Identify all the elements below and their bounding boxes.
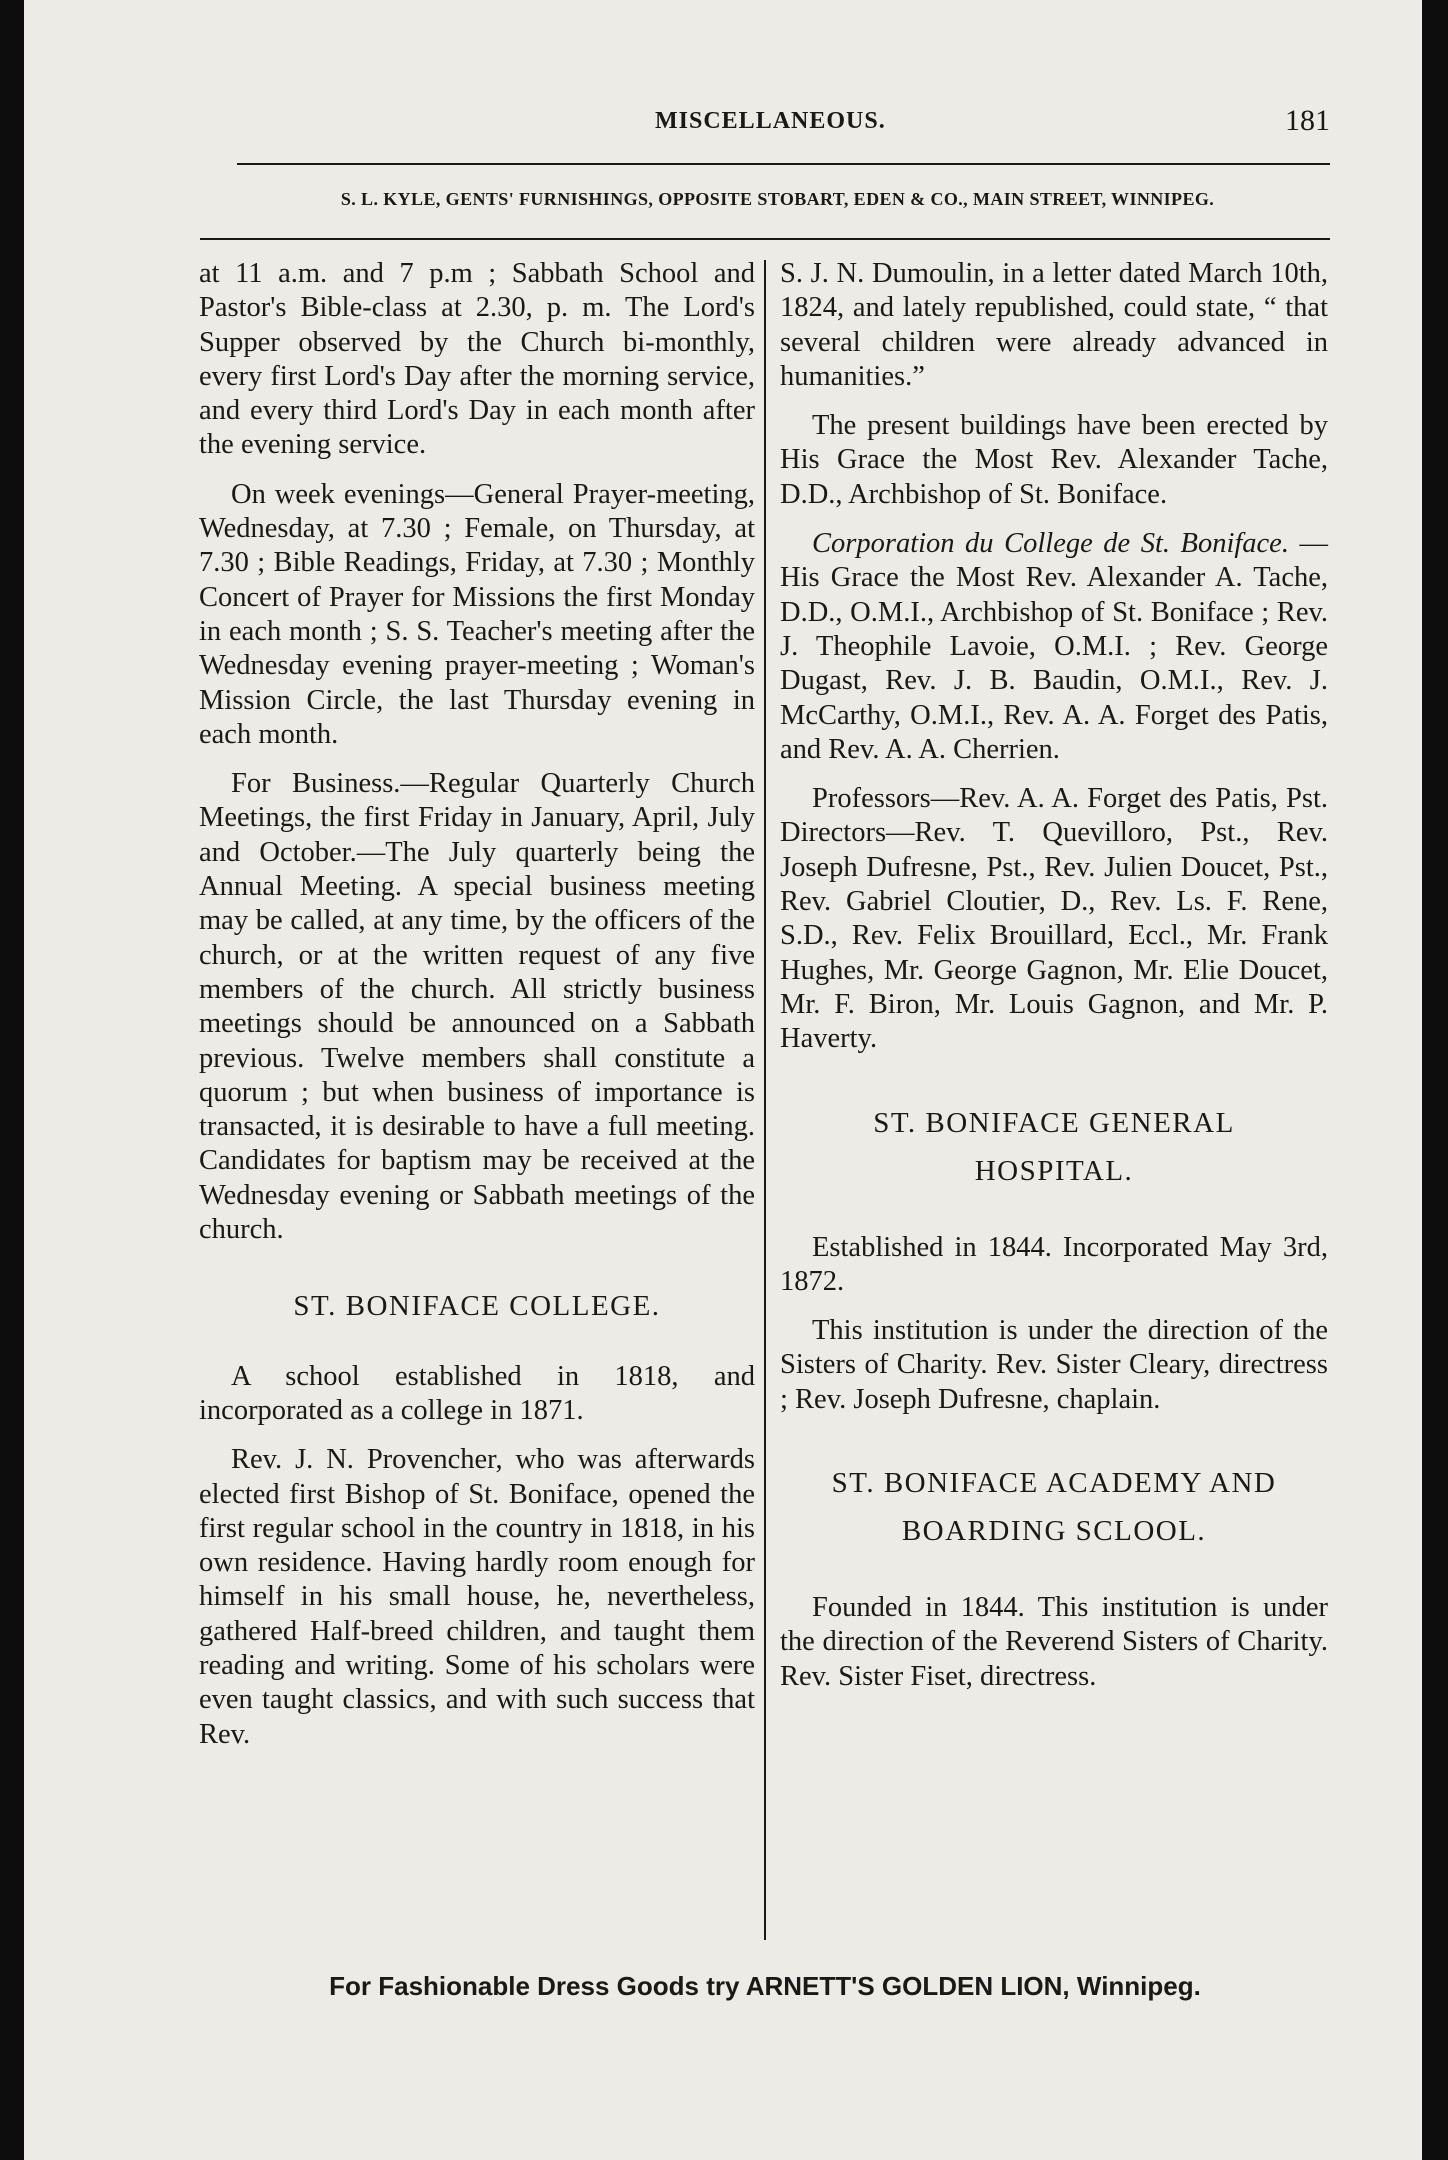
top-advertisement: S. L. KYLE, GENTS' FURNISHINGS, OPPOSITE STOBART, EDEN & CO., MAIN STREET, WINNIPEG. — [340, 189, 1215, 209]
left-column — [199, 257, 755, 1767]
running-header — [225, 104, 1330, 144]
paragraph: The present buildings have been erected by His Grace the Most Rev. Alexander Tache, D.D., Archbishop of St. Boniface. — [780, 410, 1328, 510]
paragraph: This institution is under the direction of the Sisters of Charity. Rev. Sister Cleary, directress ; Rev. Joseph Dufresne, chaplain. — [780, 1315, 1328, 1415]
paragraph: On week evenings—General Prayer-meeting, Wednesday, at 7.30 ; Female, on Thursday, at 7.30 ; Bible Readings, Friday, at 7.30 ; Monthly Concert of Prayer for Missions the first Monday in each month ; S. S. Teacher's meeting after the Wednesday evening prayer-meeting ; Woman's Mission Circle, the last Thursday evening in each month. — [199, 478, 755, 750]
header-rule — [237, 163, 1330, 165]
corporation-paragraph — [780, 527, 1328, 767]
section-title: MISCELLANEOUS. — [655, 108, 886, 134]
academy-heading-line: BOARDING SCLOOL. — [901, 1515, 1207, 1548]
academy-heading-line: ST. BONIFACE ACADEMY AND — [831, 1467, 1277, 1500]
hospital-heading-line: HOSPITAL. — [974, 1154, 1134, 1187]
paragraph: Rev. J. N. Provencher, who was afterwards elected first Bishop of St. Boniface, opened the first regular school in the country in 1818, in his own residence. Having hardly room enough for himself in his small house, he, nevertheless, gathered Half-breed children, and taught them reading and writing. Some of his scholars were even taught classics, and with such success that Rev. — [199, 1444, 755, 1750]
academy-heading — [780, 1459, 1328, 1555]
college-heading: ST. BONIFACE COLLEGE. — [293, 1290, 661, 1323]
paragraph: For Business.—Regular Quarterly Church Meetings, the first Friday in January, April, July and October.—The July quarterly being the Annual Meeting. A special business meeting may be called, at any time, by the officers of the church, or at the written request of any five members of the church. All strictly business meetings should be announced on a Sabbath previous. Twelve members shall constitute a quorum ; but when business of importance is transacted, it is desirable to have a full meeting. Candidates for baptism may be received at the Wednesday evening or Sabbath meetings of the church. — [199, 768, 755, 1246]
bottom-advertisement: For Fashionable Dress Goods try ARNETT'S GOLDEN LION, Winnipeg. — [329, 1971, 1201, 2001]
page-number: 181 — [1285, 104, 1330, 137]
corporation-text: —His Grace the Most Rev. Alexander A. Tache, D.D., O.M.I., Archbishop of St. Boniface ; Rev. J. Theophile Lavoie, O.M.I. ; Rev. George Dugast, Rev. J. B. Baudin, O.M.I., Rev. J. McCarthy, O.M.I., Rev. A. A. Forget des Patis, and Rev. A. A. Cherrien. — [780, 528, 1329, 765]
corporation-label: Corporation du College de St. Boniface. — [812, 528, 1289, 560]
column-divider — [764, 260, 766, 1940]
professors-paragraph: Professors—Rev. A. A. Forget des Patis, Pst. Directors—Rev. T. Quevilloro, Pst., Rev. Joseph Dufresne, Pst., Rev. Julien Doucet, Pst., Rev. Gabriel Cloutier, D., Rev. Ls. F. Rene, S.D., Rev. Felix Brouillard, Eccl., Mr. Frank Hughes, Mr. George Gagnon, Mr. Elie Doucet, Mr. F. Biron, Mr. Louis Gagnon, and Mr. P. Haverty. — [780, 783, 1328, 1055]
paragraph: S. J. N. Dumoulin, in a letter dated March 10th, 1824, and lately republished, could state, “ that several children were already advanced in humanities.” — [780, 258, 1328, 392]
paragraph: A school established in 1818, and incorporated as a college in 1871. — [199, 1360, 755, 1426]
hospital-heading-line: ST. BONIFACE GENERAL — [873, 1106, 1235, 1139]
ad-rule — [200, 238, 1330, 240]
paragraph: Founded in 1844. This institution is under the direction of the Reverend Sisters of Charity. Rev. Sister Fiset, directress. — [780, 1592, 1328, 1692]
paragraph: Established in 1844. Incorporated May 3rd, 1872. — [780, 1231, 1328, 1297]
right-column — [780, 257, 1328, 1709]
hospital-heading — [780, 1099, 1328, 1195]
paragraph: at 11 a.m. and 7 p.m ; Sabbath School and Pastor's Bible-class at 2.30, p. m. The Lord's Supper observed by the Church bi-monthly, every first Lord's Day after the morning service, and every third Lord's Day in each month after the evening service. — [199, 258, 755, 461]
